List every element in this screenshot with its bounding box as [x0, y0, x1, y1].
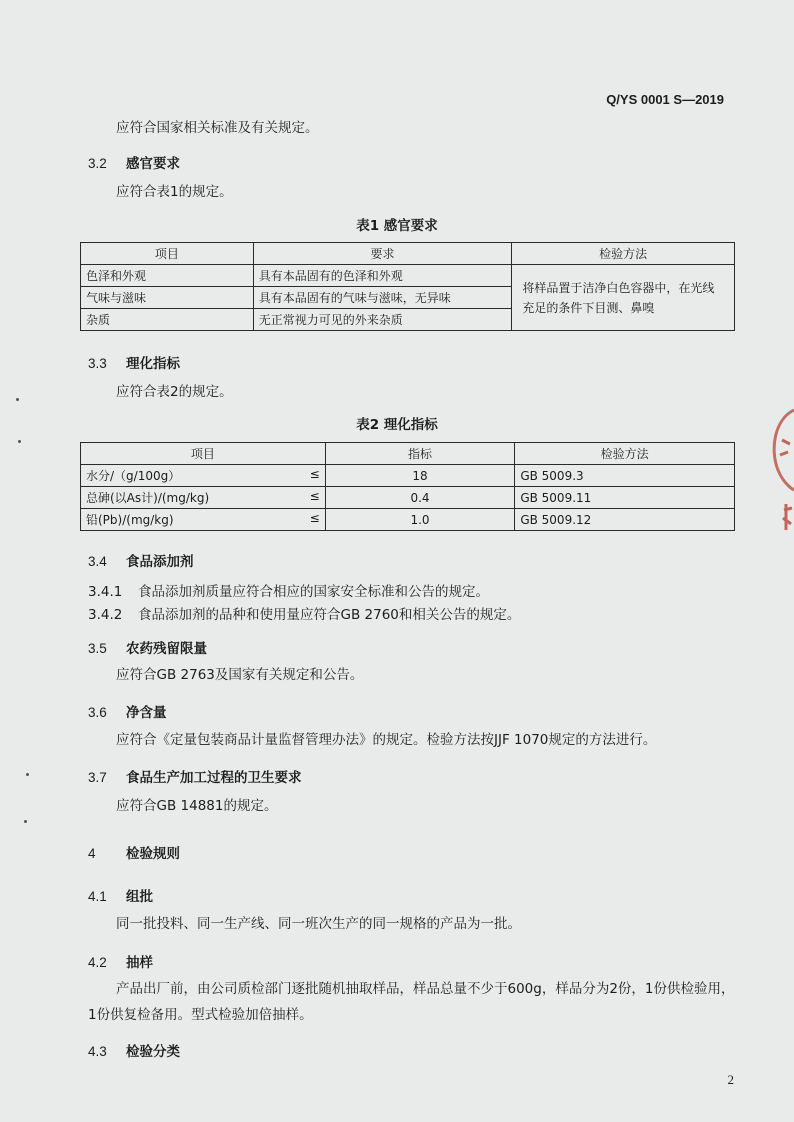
section-3-7-text: 应符合GB 14881的规定。: [116, 798, 278, 814]
less-equal-symbol: ≤: [309, 511, 320, 525]
section-3-4-heading: [88, 550, 194, 570]
clause-3-4-1: [88, 580, 489, 600]
table-cell-item: 色泽和外观: [81, 265, 254, 287]
section-title: 抽样: [126, 955, 153, 971]
clause-text: 食品添加剂的品种和使用量应符合GB 2760和相关公告的规定。: [138, 607, 521, 623]
section-number: 3.2: [88, 156, 107, 171]
section-3-5-heading: [88, 637, 207, 657]
section-number: 3.5: [88, 641, 107, 656]
table-cell-requirement: 具有本品固有的气味与滋味，无异味: [253, 287, 512, 309]
section-3-6-heading: [88, 701, 167, 721]
section-3-2-heading: [88, 152, 180, 172]
table-header-cell: 要求: [253, 243, 512, 265]
table-cell-method: GB 5009.11: [515, 487, 735, 509]
item-label: 总砷(以As计)/(mg/kg): [86, 491, 210, 505]
table-cell-value: 18: [325, 465, 515, 487]
section-title: 净含量: [126, 705, 167, 721]
section-number: 4: [88, 846, 96, 861]
scan-speck: [16, 398, 19, 401]
less-equal-symbol: ≤: [309, 467, 320, 481]
table-header-row: [81, 443, 735, 465]
scan-speck: [18, 440, 21, 443]
clause-3-4-2: [88, 603, 520, 623]
section-title: 农药残留限量: [126, 641, 207, 657]
table-row: [81, 509, 735, 531]
section-4-1-heading: [88, 885, 153, 905]
table-row: [81, 487, 735, 509]
section-number: 3.6: [88, 705, 107, 720]
section-number: 4.2: [88, 955, 107, 970]
table-row: [81, 265, 735, 287]
section-title: 理化指标: [126, 356, 180, 372]
table-header-cell: 项目: [81, 443, 326, 465]
clause-text: 食品添加剂质量应符合相应的国家安全标准和公告的规定。: [138, 584, 489, 600]
section-title: 检验分类: [126, 1044, 180, 1060]
table-cell-item: [81, 487, 326, 509]
section-4-1-text: 同一批投料、同一生产线、同一班次生产的同一规格的产品为一批。: [116, 916, 521, 932]
section-3-3-text: 应符合表2的规定。: [116, 384, 233, 400]
section-4-2-text: 产品出厂前，由公司质检部门逐批随机抽取样品，样品总量不少于600g，样品分为2份，1份供检验用，1份供复检备用。型式检验加倍抽样。: [88, 981, 735, 1023]
table-header-cell: 项目: [81, 243, 254, 265]
section-title: 组批: [126, 889, 153, 905]
table2-physicochemical: [80, 442, 735, 531]
table-cell-method: GB 5009.12: [515, 509, 735, 531]
section-title: 食品添加剂: [126, 554, 194, 570]
lead-paragraph: 应符合国家相关标准及有关规定。: [116, 120, 319, 136]
table-cell-requirement: 无正常视力可见的外来杂质: [253, 309, 512, 331]
section-3-2-text: 应符合表1的规定。: [116, 184, 233, 200]
item-label: 水分/（g/100g）: [86, 469, 181, 483]
section-number: 3.7: [88, 770, 107, 785]
section-4-2-heading: [88, 951, 153, 971]
table-header-cell: 检验方法: [515, 443, 735, 465]
table1-caption: 表1 感官要求: [356, 218, 438, 234]
table-cell-requirement: 具有本品固有的色泽和外观: [253, 265, 512, 287]
table-cell-value: 1.0: [325, 509, 515, 531]
section-number: 4.1: [88, 889, 107, 904]
section-number: 3.4: [88, 554, 107, 569]
table-cell-method: GB 5009.3: [515, 465, 735, 487]
section-3-3-heading: [88, 352, 180, 372]
table2-caption: 表2 理化指标: [356, 417, 438, 433]
table-cell-value: 0.4: [325, 487, 515, 509]
table-cell-item: [81, 509, 326, 531]
table-cell-item: [81, 465, 326, 487]
scan-speck: [24, 820, 27, 823]
item-label: 铅(Pb)/(mg/kg): [86, 513, 174, 527]
section-3-7-heading: [88, 766, 302, 786]
scan-speck: [26, 773, 29, 776]
table-cell-item: 杂质: [81, 309, 254, 331]
table1-sensory: [80, 242, 735, 331]
section-3-6-text: 应符合《定量包装商品计量监督管理办法》的规定。检验方法按JJF 1070规定的方法进行。: [116, 732, 657, 748]
table-cell-method: 将样品置于洁净白色容器中，在光线充足的条件下目测、鼻嗅: [512, 265, 735, 331]
standard-code: Q/YS 0001 S—2019: [606, 92, 724, 107]
section-4-heading: [88, 842, 180, 862]
table-header-row: [81, 243, 735, 265]
table-header-cell: 检验方法: [512, 243, 735, 265]
section-4-3-heading: [88, 1040, 180, 1060]
page-number: 2: [727, 1072, 734, 1087]
section-number: 3.3: [88, 356, 107, 371]
less-equal-symbol: ≤: [309, 489, 320, 503]
red-seal-stamp-fragment: [764, 400, 794, 550]
table-header-cell: 指标: [325, 443, 515, 465]
section-title: 检验规则: [126, 846, 180, 862]
section-title: 食品生产加工过程的卫生要求: [126, 770, 302, 786]
section-number: 4.3: [88, 1044, 107, 1059]
clause-number: 3.4.1: [88, 584, 123, 600]
section-title: 感官要求: [126, 156, 180, 172]
clause-number: 3.4.2: [88, 607, 123, 623]
table-row: [81, 465, 735, 487]
table-cell-item: 气味与滋味: [81, 287, 254, 309]
section-3-5-text: 应符合GB 2763及国家有关规定和公告。: [116, 667, 364, 683]
